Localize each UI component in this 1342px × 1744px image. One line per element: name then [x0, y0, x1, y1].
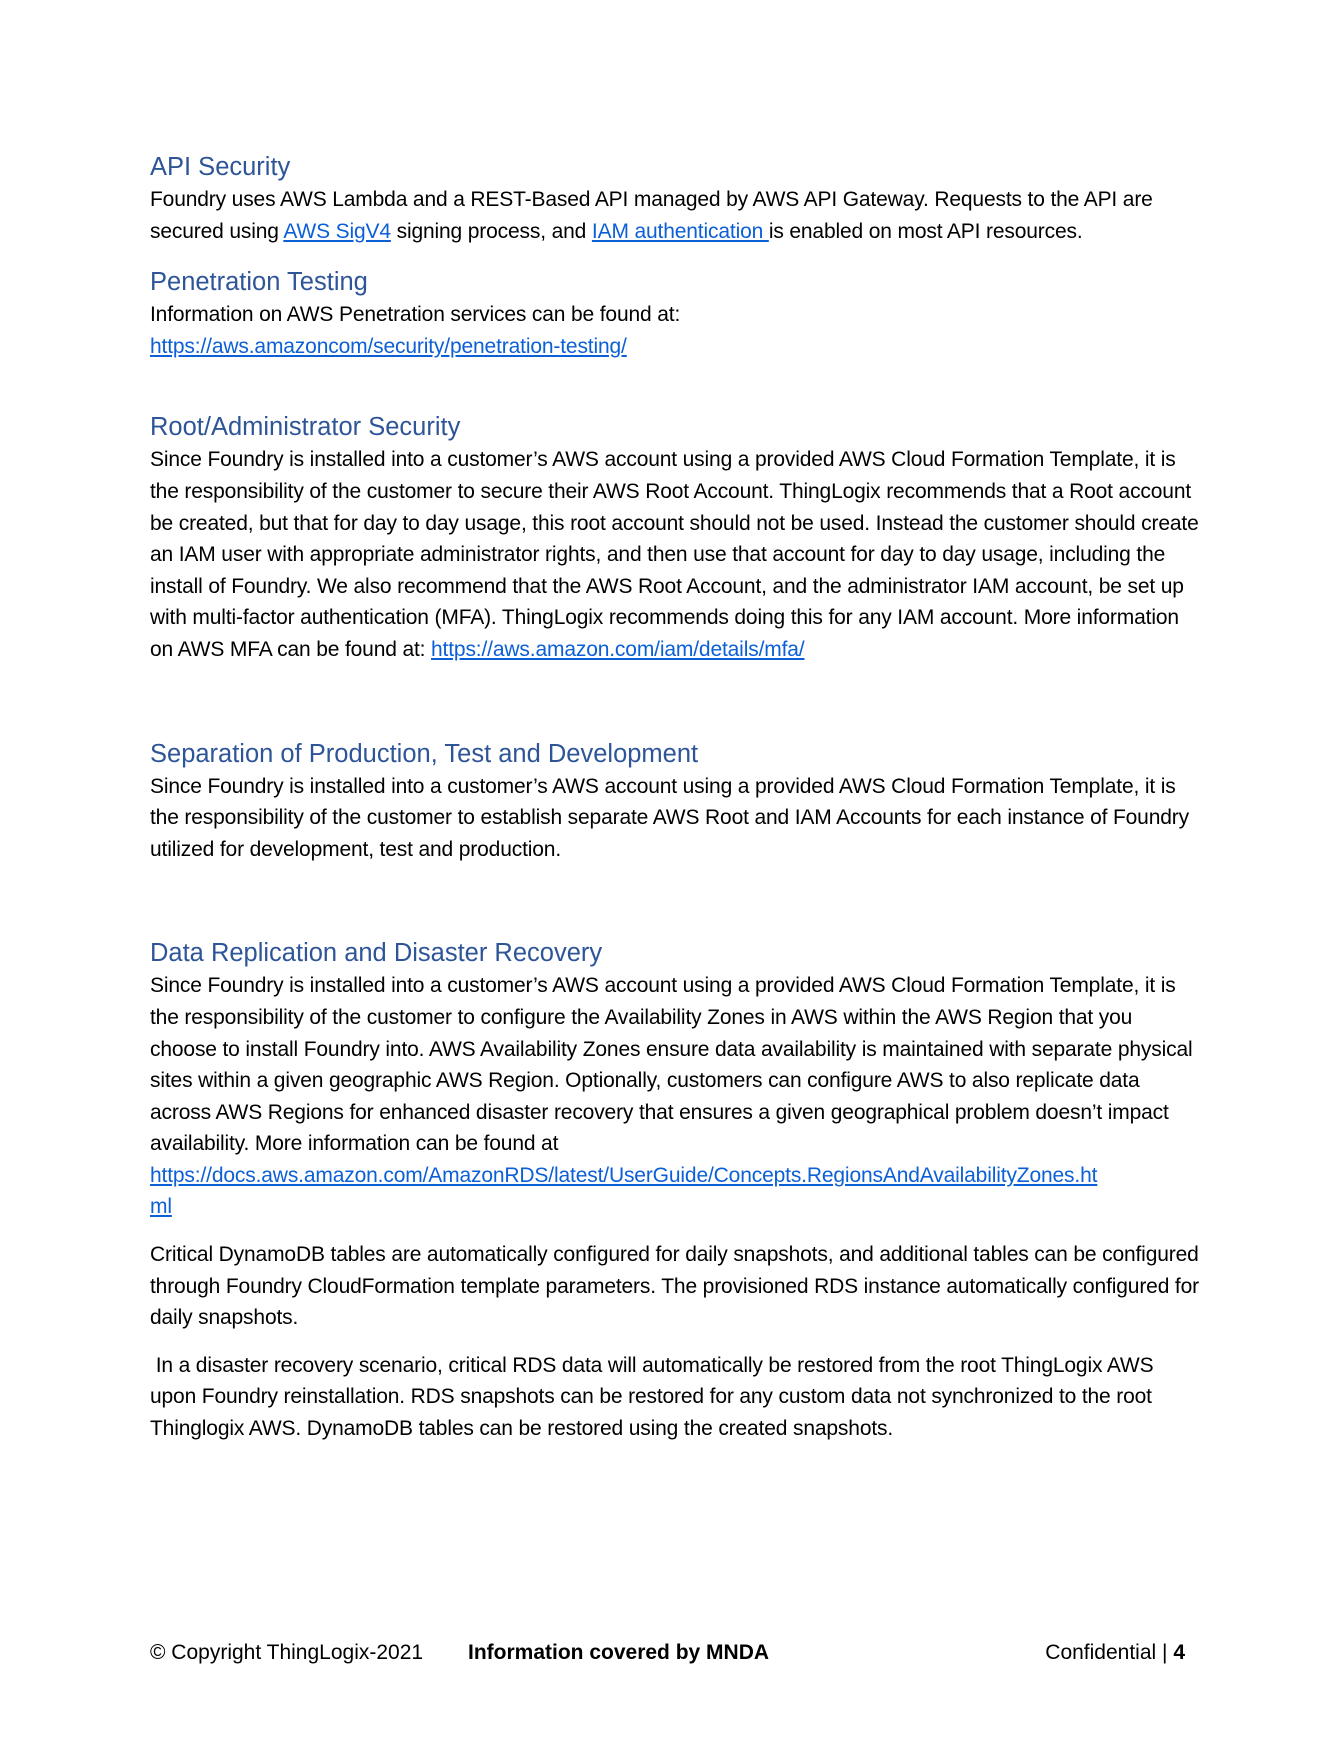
page-content	[150, 150, 1200, 1445]
penetration-testing-link[interactable]: https://aws.amazoncom/security/penetration-testing/	[150, 334, 627, 358]
api-security-text-1: Foundry uses AWS Lambda and a REST-Based API managed by AWS API Gateway. Requests to the API are secured using	[150, 188, 1153, 243]
api-security-text-2: signing process, and	[390, 219, 592, 243]
heading-penetration-testing: Penetration Testing	[150, 268, 368, 297]
regions-az-link-line-2: ml	[150, 1195, 172, 1219]
page-footer	[150, 1637, 1185, 1669]
data-replication-paragraph	[150, 970, 1200, 1223]
heading-separation: Separation of Production, Test and Development	[150, 739, 699, 768]
regions-az-link-line-1: https://docs.aws.amazon.com/AmazonRDS/latest/UserGuide/Concepts.RegionsAndAvailabilityZones.ht	[150, 1163, 1098, 1187]
disaster-recovery-paragraph: In a disaster recovery scenario, critical RDS data will automatically be restored from the root ThingLogix AWS upon Foundry reinstallation. RDS snapshots can be restored for any custom data not synchronized to the root Thinglogix AWS. DynamoDB tables can be restored using the created snapshots.	[150, 1353, 1160, 1441]
footer-copyright: © Copyright ThingLogix-2021	[150, 1641, 424, 1664]
penetration-testing-paragraph	[150, 299, 1200, 362]
aws-sigv4-link[interactable]: AWS SigV4	[283, 219, 391, 243]
dynamodb-paragraph: Critical DynamoDB tables are automatically configured for daily snapshots, and additional tables can be configured through Foundry CloudFormation template parameters. The provisioned RDS instance automatically configured for daily snapshots.	[150, 1243, 1199, 1330]
iam-authentication-link[interactable]: IAM authentication	[591, 219, 769, 243]
heading-api-security: API Security	[150, 153, 291, 181]
root-admin-text: Since Foundry is installed into a customer’s AWS account using a provided AWS Cloud Formation Template, it is the responsibility of the customer to secure their AWS Root Account. ThingLogix recommends that a Root account be created, but that for day to day usage, this root account should not be used. Instead the customer should create an IAM user with appropriate administrator rights, and then use that account for day to day usage, including the install of Foundry. We also recommend that the AWS Root Account, and the administrator IAM account, be set up with multi-factor authentication (MFA). ThingLogix recommends doing this for any IAM account. More information on AWS MFA can be found at:	[150, 448, 1199, 661]
footer-mnda-notice: Information covered by MNDA	[468, 1641, 770, 1664]
data-replication-text: Since Foundry is installed into a customer’s AWS account using a provided AWS Cloud Formation Template, it is the responsibility of the customer to configure the Availability Zones in AWS within the AWS Region that you choose to install Foundry into. AWS Availability Zones ensure data availability is maintained with separate physical sites within a given geographic AWS Region. Optionally, customers can configure AWS to also replicate data across AWS Regions for enhanced disaster recovery that ensures a given geographical problem doesn’t impact availability. More information can be found at	[150, 974, 1193, 1156]
section-data-replication	[150, 936, 1200, 1444]
api-security-text-3: is enabled on most API resources.	[768, 219, 1083, 243]
root-admin-paragraph	[150, 444, 1200, 665]
section-root-admin-security	[150, 410, 1200, 665]
section-separation	[150, 737, 1200, 866]
heading-data-replication: Data Replication and Disaster Recovery	[150, 939, 603, 968]
regions-az-link[interactable]	[150, 1164, 1097, 1219]
section-api-security	[150, 150, 1200, 247]
heading-root-admin-security: Root/Administrator Security	[150, 413, 461, 442]
footer-confidential-label: Confidential	[1045, 1641, 1157, 1664]
footer-separator: |	[1156, 1641, 1174, 1664]
page-number: 4	[1173, 1641, 1185, 1664]
section-penetration-testing	[150, 265, 1200, 362]
api-security-paragraph	[150, 184, 1200, 247]
footer-confidential	[1045, 1637, 1185, 1669]
aws-mfa-link[interactable]: https://aws.amazon.com/iam/details/mfa/	[431, 637, 805, 661]
separation-paragraph: Since Foundry is installed into a customer’s AWS account using a provided AWS Cloud Formation Template, it is the responsibility of the customer to establish separate AWS Root and IAM Accounts for each instance of Foundry utilized for development, test and production.	[150, 774, 1189, 861]
penetration-testing-text: Information on AWS Penetration services can be found at:	[150, 303, 681, 327]
